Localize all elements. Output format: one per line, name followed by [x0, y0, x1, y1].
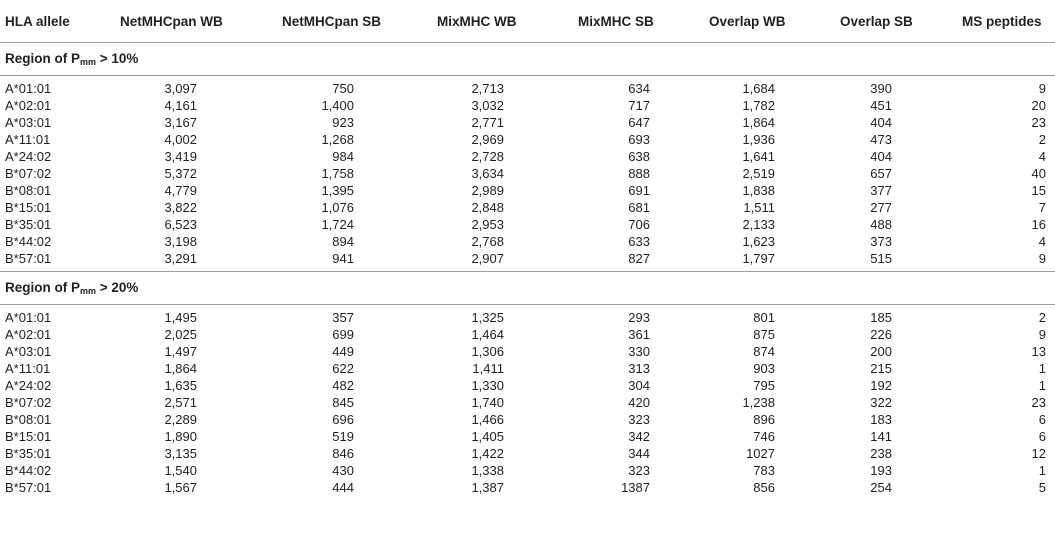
table-cell: 1,238 [742, 395, 775, 410]
section-rows [0, 76, 1055, 269]
table-cell: 888 [628, 166, 650, 181]
table-cell: 750 [332, 81, 354, 96]
table-row [0, 411, 1055, 428]
table-cell: A*24:02 [5, 149, 52, 164]
table-cell: B*57:01 [5, 251, 52, 266]
section-title-text [5, 51, 138, 67]
table-cell: 3,822 [164, 200, 197, 215]
table-cell: 1,411 [472, 361, 504, 376]
table-cell: 633 [628, 234, 650, 249]
table-cell: 1,838 [742, 183, 775, 198]
header-mixmhc-sb: MixMHC SB [578, 13, 654, 29]
header-hla-allele: HLA allele [5, 13, 70, 29]
table-row [0, 97, 1055, 114]
table-cell: 3,135 [164, 446, 197, 461]
table-cell: 519 [332, 429, 354, 444]
table-row [0, 182, 1055, 199]
table-cell: 40 [1031, 166, 1046, 181]
table-cell: 342 [628, 429, 650, 444]
table-cell: 634 [628, 81, 650, 96]
table-cell: A*02:01 [5, 98, 52, 113]
table-cell: 1,464 [471, 327, 504, 342]
table-cell: 801 [753, 310, 775, 325]
table-cell: 361 [628, 327, 650, 342]
table-row [0, 233, 1055, 250]
table-cell: 3,198 [164, 234, 197, 249]
table-cell: 1,495 [164, 310, 197, 325]
table-cell: B*08:01 [5, 183, 52, 198]
table-row [0, 428, 1055, 445]
table-cell: 1,641 [742, 149, 775, 164]
table-cell: 856 [753, 480, 775, 495]
table-cell: 185 [870, 310, 892, 325]
table-cell: 3,419 [164, 149, 197, 164]
table-cell: B*44:02 [5, 234, 52, 249]
table-cell: 1,325 [471, 310, 504, 325]
table-cell: A*03:01 [5, 115, 52, 130]
table-row [0, 326, 1055, 343]
table-cell: 193 [870, 463, 892, 478]
table-cell: 1387 [621, 480, 650, 495]
table-cell: 23 [1031, 115, 1046, 130]
table-cell: 2,771 [471, 115, 504, 130]
table-cell: 3,291 [164, 251, 197, 266]
table-cell: 706 [628, 217, 650, 232]
table-cell: 15 [1031, 183, 1046, 198]
table-cell: 7 [1038, 200, 1046, 215]
table-cell: 277 [870, 200, 892, 215]
table-cell: 141 [870, 429, 892, 444]
section-title-subscript: mm [80, 57, 97, 67]
table-cell: 1,405 [471, 429, 504, 444]
table-cell: 2,133 [742, 217, 775, 232]
table-cell: 2,289 [164, 412, 197, 427]
table-cell: 323 [628, 463, 650, 478]
table-cell: 451 [870, 98, 892, 113]
table-cell: 404 [870, 149, 892, 164]
table-cell: 1 [1038, 378, 1046, 393]
table-cell: 9 [1038, 327, 1046, 342]
section-title-text [5, 280, 138, 296]
table-cell: 1027 [746, 446, 775, 461]
table-cell: 373 [870, 234, 892, 249]
table-cell: 845 [332, 395, 354, 410]
table-cell: 1,387 [471, 480, 504, 495]
table-cell: 9 [1038, 81, 1046, 96]
table-cell: 1,540 [164, 463, 197, 478]
table-cell: A*02:01 [5, 327, 52, 342]
section-rows [0, 305, 1055, 498]
table-cell: 699 [332, 327, 354, 342]
table-row [0, 394, 1055, 411]
table-cell: 923 [332, 115, 354, 130]
table-cell: 681 [628, 200, 650, 215]
table-row [0, 360, 1055, 377]
table-cell: 9 [1038, 251, 1046, 266]
table-cell: 2,713 [471, 81, 504, 96]
table-row [0, 377, 1055, 394]
table-cell: 482 [332, 378, 354, 393]
table-cell: 4,779 [164, 183, 197, 198]
table-cell: 1,936 [742, 132, 775, 147]
table-cell: 183 [870, 412, 892, 427]
table-row [0, 343, 1055, 360]
table-cell: 657 [870, 166, 892, 181]
table-cell: B*35:01 [5, 446, 52, 461]
table-cell: 322 [870, 395, 892, 410]
table-cell: B*08:01 [5, 412, 52, 427]
table-cell: 903 [753, 361, 775, 376]
table-cell: 2,025 [164, 327, 197, 342]
table-cell: 896 [753, 412, 775, 427]
table-cell: 377 [870, 183, 892, 198]
table-cell: 875 [753, 327, 775, 342]
table-row [0, 114, 1055, 131]
table-cell: 984 [332, 149, 354, 164]
table-cell: 696 [332, 412, 354, 427]
table-row [0, 445, 1055, 462]
table-cell: 746 [753, 429, 775, 444]
table-cell: 1,466 [471, 412, 504, 427]
section-title-subscript: mm [80, 286, 97, 296]
table-cell: 344 [628, 446, 650, 461]
header-netmhcpan-sb: NetMHCpan SB [282, 13, 382, 29]
table-cell: 2,969 [471, 132, 504, 147]
table-cell: 647 [628, 115, 650, 130]
table-row [0, 165, 1055, 182]
table-cell: 622 [332, 361, 354, 376]
table-cell: 2,728 [471, 149, 504, 164]
table-cell: 20 [1031, 98, 1046, 113]
table-cell: 2,848 [471, 200, 504, 215]
table-cell: 1,268 [321, 132, 354, 147]
table-cell: 1,400 [321, 98, 354, 113]
table-cell: 4,002 [164, 132, 197, 147]
table-cell: 6 [1038, 412, 1046, 427]
section-title-suffix: > 20% [96, 280, 139, 295]
table-cell: 638 [628, 149, 650, 164]
table-cell: 5,372 [164, 166, 197, 181]
table-cell: 1,338 [471, 463, 504, 478]
table-cell: 1,635 [164, 378, 197, 393]
table-cell: 2 [1038, 310, 1046, 325]
table-cell: A*01:01 [5, 310, 52, 325]
table-cell: 6,523 [164, 217, 197, 232]
table-cell: 16 [1031, 217, 1046, 232]
table-cell: 3,097 [164, 81, 197, 96]
table-cell: 3,032 [471, 98, 504, 113]
table-body [0, 43, 1055, 498]
table-row [0, 250, 1055, 267]
table-cell: 226 [870, 327, 892, 342]
table-cell: 1,724 [321, 217, 354, 232]
table-cell: 1,684 [742, 81, 775, 96]
table-cell: 2,519 [742, 166, 775, 181]
table-cell: 795 [753, 378, 775, 393]
table-row [0, 479, 1055, 496]
table-cell: B*07:02 [5, 395, 52, 410]
table-cell: 2,571 [164, 395, 197, 410]
table-cell: 473 [870, 132, 892, 147]
table-cell: 515 [870, 251, 892, 266]
section-title [0, 43, 1055, 76]
table-cell: 1,497 [164, 344, 197, 359]
table-cell: 2,768 [471, 234, 504, 249]
table-cell: 4 [1038, 234, 1046, 249]
table-cell: B*07:02 [5, 166, 52, 181]
table-row [0, 131, 1055, 148]
table-cell: 1,567 [164, 480, 197, 495]
section-title-prefix: Region of P [5, 51, 80, 66]
table-row [0, 148, 1055, 165]
section-title-suffix: > 10% [96, 51, 139, 66]
table-cell: 1,330 [471, 378, 504, 393]
table-cell: 313 [628, 361, 650, 376]
table-cell: 357 [332, 310, 354, 325]
table-cell: 1,076 [321, 200, 354, 215]
section-title-prefix: Region of P [5, 280, 80, 295]
table-cell: 827 [628, 251, 650, 266]
table-cell: 1,864 [742, 115, 775, 130]
table-cell: 1 [1038, 463, 1046, 478]
table-row [0, 80, 1055, 97]
table-cell: 215 [870, 361, 892, 376]
table-cell: 2,907 [471, 251, 504, 266]
table-cell: 1,740 [471, 395, 504, 410]
table-cell: 390 [870, 81, 892, 96]
table-cell: 1,797 [742, 251, 775, 266]
table-cell: 1 [1038, 361, 1046, 376]
table-cell: 200 [870, 344, 892, 359]
table-row [0, 216, 1055, 233]
table-cell: 846 [332, 446, 354, 461]
table-cell: 293 [628, 310, 650, 325]
table-cell: 12 [1031, 446, 1046, 461]
table-cell: 323 [628, 412, 650, 427]
table-cell: 4 [1038, 149, 1046, 164]
table-cell: 2 [1038, 132, 1046, 147]
table-row [0, 199, 1055, 216]
table-cell: 1,864 [164, 361, 197, 376]
table-cell: 2,989 [471, 183, 504, 198]
table-cell: 488 [870, 217, 892, 232]
header-mixmhc-wb: MixMHC WB [437, 13, 517, 29]
table-cell: 1,306 [471, 344, 504, 359]
table-cell: B*15:01 [5, 429, 52, 444]
table-cell: 691 [628, 183, 650, 198]
table-cell: 783 [753, 463, 775, 478]
table-cell: A*11:01 [5, 132, 51, 147]
table-row [0, 462, 1055, 479]
table-header [0, 0, 1055, 43]
header-overlap-wb: Overlap WB [709, 13, 786, 29]
header-netmhcpan-wb: NetMHCpan WB [120, 13, 223, 29]
header-ms-peptides: MS peptides [962, 13, 1042, 29]
table-cell: 1,758 [321, 166, 354, 181]
table-cell: 894 [332, 234, 354, 249]
table-cell: 23 [1031, 395, 1046, 410]
table-cell: 4,161 [164, 98, 197, 113]
table-cell: 13 [1031, 344, 1046, 359]
table-cell: A*03:01 [5, 344, 52, 359]
table-cell: 6 [1038, 429, 1046, 444]
table-cell: B*44:02 [5, 463, 52, 478]
table-cell: 449 [332, 344, 354, 359]
table-row [0, 309, 1055, 326]
table-cell: 444 [332, 480, 354, 495]
table-cell: 1,422 [471, 446, 504, 461]
table-cell: 5 [1038, 480, 1046, 495]
table-cell: 1,511 [743, 200, 775, 215]
table-cell: 330 [628, 344, 650, 359]
table-cell: B*57:01 [5, 480, 52, 495]
table-cell: A*01:01 [5, 81, 52, 96]
table-cell: 717 [628, 98, 650, 113]
header-overlap-sb: Overlap SB [840, 13, 913, 29]
table-cell: A*24:02 [5, 378, 52, 393]
table-cell: A*11:01 [5, 361, 51, 376]
table-cell: 1,890 [164, 429, 197, 444]
table-cell: 404 [870, 115, 892, 130]
table-cell: 693 [628, 132, 650, 147]
table-cell: B*15:01 [5, 200, 52, 215]
section-title [0, 271, 1055, 305]
table-cell: 3,634 [471, 166, 504, 181]
table-cell: 941 [332, 251, 354, 266]
table-cell: 430 [332, 463, 354, 478]
table-cell: 1,395 [321, 183, 354, 198]
table-cell: 254 [870, 480, 892, 495]
table-cell: 420 [628, 395, 650, 410]
table-cell: 3,167 [164, 115, 197, 130]
table-cell: 2,953 [471, 217, 504, 232]
table-cell: 192 [870, 378, 892, 393]
table-cell: B*35:01 [5, 217, 52, 232]
table-cell: 304 [628, 378, 650, 393]
table-cell: 1,782 [742, 98, 775, 113]
table-cell: 1,623 [742, 234, 775, 249]
table-cell: 238 [870, 446, 892, 461]
table-cell: 874 [753, 344, 775, 359]
